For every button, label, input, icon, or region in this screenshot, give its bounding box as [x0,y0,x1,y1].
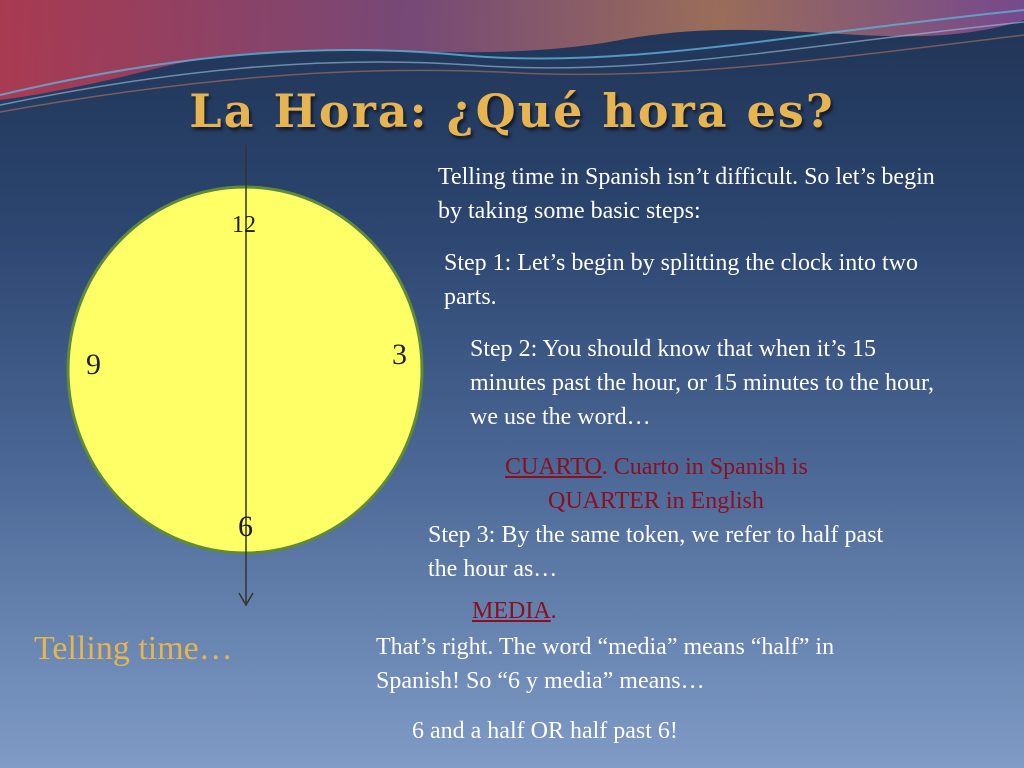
clock-number-12: 12 [232,212,256,238]
telling-time-caption: Telling time… [34,630,233,667]
clock-number-9: 9 [86,348,101,381]
media-line [472,594,672,628]
clock-number-3: 3 [392,338,407,371]
slide-title: La Hora: ¿Qué hora es? [189,84,835,138]
intro-text: Telling time in Spanish isn’t difficult. So let’s begin by taking some basic steps: [438,164,935,224]
quarter-english: QUARTER in English [548,488,764,514]
clock-number-6: 6 [238,510,253,543]
final-answer: 6 and a half OR half past 6! [412,718,678,744]
clock-diagram [60,140,440,620]
media-period: . [550,598,557,624]
clock-circle [68,187,422,553]
step3-text: Step 3: By the same token, we refer to half past the hour as… [428,522,884,582]
cuarto-definition: . Cuarto in Spanish is [601,454,808,480]
media-word: MEDIA [472,598,551,624]
media-explanation: That’s right. The word “media” means “half” in Spanish! So “6 y media” means… [376,634,835,694]
step2-text: Step 2: You should know that when it’s 15 minutes past the hour, or 15 minutes to the hour, we use the word… [470,336,935,430]
cuarto-line [505,450,925,484]
step1-text: Step 1: Let’s begin by splitting the clock into two parts. [444,250,918,310]
cuarto-word: CUARTO [505,454,602,480]
